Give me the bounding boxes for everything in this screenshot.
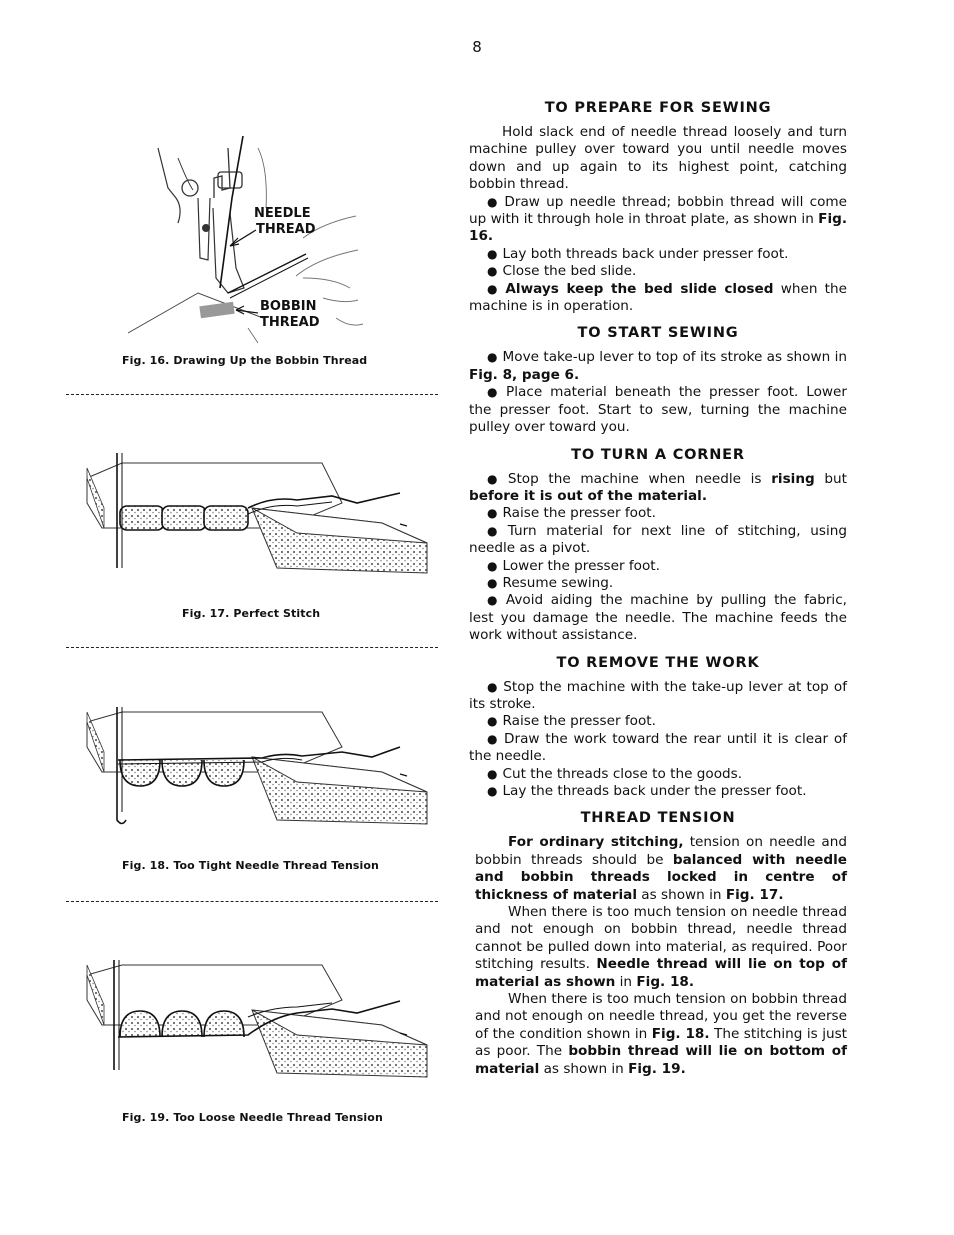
remove-bullet-2: ● Raise the presser foot. bbox=[487, 713, 656, 730]
prepare-bullet-4: ● Always keep the bed slide closed when the machine is in operation. bbox=[469, 280, 847, 315]
heading-start: TO START SEWING bbox=[577, 325, 739, 342]
fig18-illustration bbox=[82, 702, 432, 832]
remove-bullet-4: ● Cut the threads close to the goods. bbox=[487, 765, 743, 782]
fig17-caption: Fig. 17. Perfect Stitch bbox=[182, 607, 321, 620]
corner-bullet-3: ● Turn material for next line of stitching, using needle as a pivot. bbox=[469, 522, 847, 557]
divider-1 bbox=[66, 394, 438, 395]
section-start bbox=[469, 325, 847, 436]
prepare-bullet-3: ● Close the bed slide. bbox=[487, 263, 637, 280]
section-corner bbox=[469, 447, 847, 645]
section-tension bbox=[469, 810, 847, 1078]
corner-bullet-2: ● Raise the presser foot. bbox=[487, 505, 656, 522]
prepare-intro: Hold slack end of needle thread loosely and turn machine pulley over toward you until needle moves down and up again to its highest point, catching bobbin thread. bbox=[469, 124, 847, 193]
corner-bullet-1: ● Stop the machine when needle is rising but before it is out of the material. bbox=[469, 470, 847, 504]
corner-bullet-6: ● Avoid aiding the machine by pulling the fabric, lest you damage the needle. The machine feeds the work without assistance. bbox=[469, 592, 847, 644]
remove-bullet-1: ● Stop the machine with the take-up lever at top of its stroke. bbox=[469, 678, 848, 712]
tension-para-2: When there is too much tension on needle thread and not enough on bobbin thread, needle thread cannot be pulled down into material, as required. Poor stitching results. Needle thread will lie on top of material as shown in Fig. 18. bbox=[475, 904, 847, 990]
prepare-bullet-1: ● Draw up needle thread; bobbin thread will come up with it through hole in throat plate, as shown in Fig. 16. bbox=[469, 193, 847, 245]
divider-3 bbox=[66, 901, 438, 902]
fig16-illustration bbox=[118, 128, 378, 348]
heading-corner: TO TURN A CORNER bbox=[571, 446, 745, 463]
remove-bullet-5: ● Lay the threads back under the presser foot. bbox=[487, 783, 807, 799]
remove-bullet-3: ● Draw the work toward the rear until it is clear of the needle. bbox=[469, 730, 847, 765]
heading-prepare: TO PREPARE FOR SEWING bbox=[544, 100, 772, 116]
start-bullet-1: ● Move take-up lever to top of its stroke as shown in Fig. 8, page 6. bbox=[469, 349, 847, 383]
fig19-illustration bbox=[82, 955, 432, 1085]
section-prepare bbox=[469, 100, 847, 315]
fig16-label-bobbin-1: BOBBIN bbox=[260, 299, 317, 314]
fig16-label-needle-1: NEEDLE bbox=[254, 206, 311, 221]
divider-2 bbox=[66, 647, 438, 648]
corner-bullet-4: ● Lower the presser foot. bbox=[487, 557, 660, 574]
fig17-illustration bbox=[82, 448, 432, 578]
heading-tension: THREAD TENSION bbox=[580, 810, 736, 827]
start-bullet-2: ● Place material beneath the presser foot. Lower the presser foot. Start to sew, turning the machine pulley over toward you. bbox=[469, 384, 847, 436]
page-number: 8 bbox=[472, 38, 482, 56]
tension-para-3: When there is too much tension on bobbin thread and not enough on needle thread, you get the reverse of the condition shown in Fig. 18. The stitching is just as poor. The bobbin thread will lie on bottom of material as shown in Fig. 19. bbox=[475, 991, 848, 1077]
instructions-column bbox=[469, 100, 847, 1088]
fig18-caption: Fig. 18. Too Tight Needle Thread Tension bbox=[122, 859, 379, 872]
heading-remove: TO REMOVE THE WORK bbox=[556, 654, 760, 671]
fig19-caption: Fig. 19. Too Loose Needle Thread Tension bbox=[122, 1111, 383, 1124]
prepare-bullet-2: ● Lay both threads back under presser foot. bbox=[487, 245, 789, 262]
corner-bullet-5: ● Resume sewing. bbox=[487, 574, 614, 591]
fig16-label-needle-2: THREAD bbox=[256, 222, 316, 237]
fig16-label-bobbin-2: THREAD bbox=[260, 315, 320, 330]
fig16-caption: Fig. 16. Drawing Up the Bobbin Thread bbox=[122, 354, 368, 367]
tension-para-1: For ordinary stitching, tension on needle and bobbin threads should be balanced with needle and bobbin threads locked in centre of thickness of material as shown in Fig. 17. bbox=[475, 834, 847, 903]
section-remove bbox=[469, 655, 847, 801]
